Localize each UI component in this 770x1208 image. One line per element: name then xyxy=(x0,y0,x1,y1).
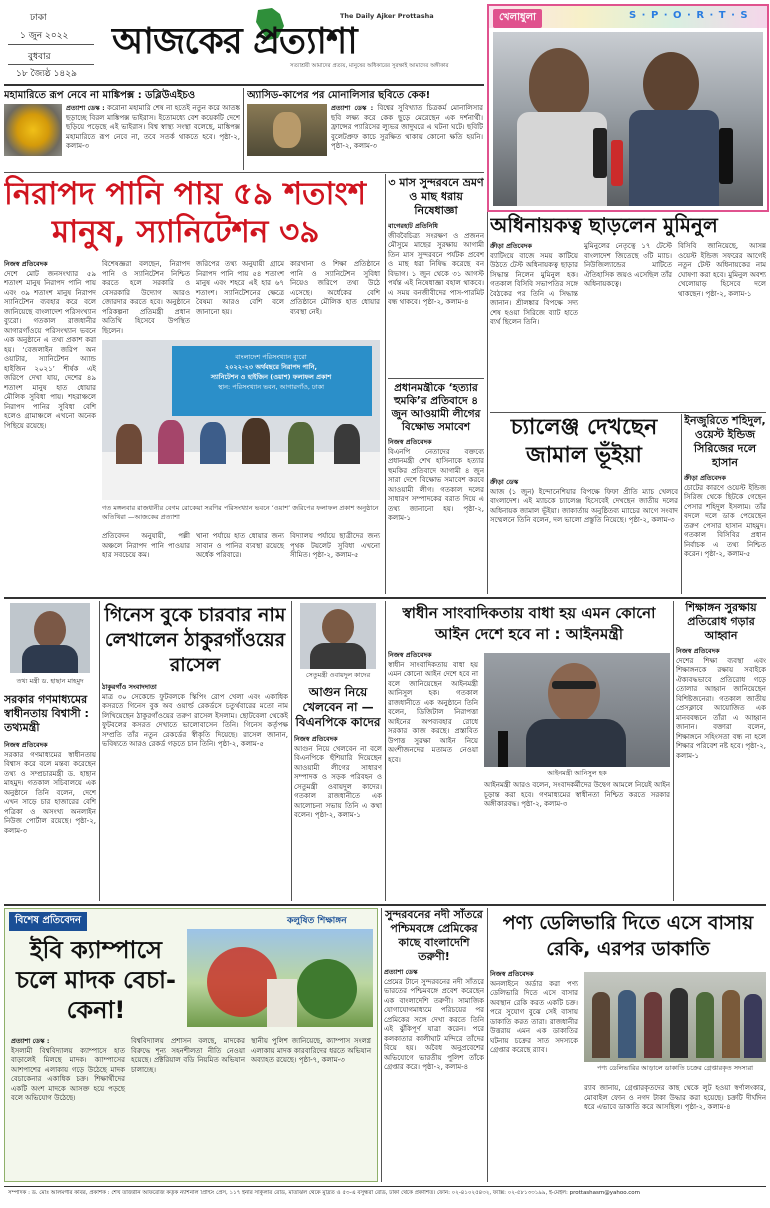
sports-promo-photo xyxy=(493,32,763,206)
lead-banner-line-4: স্থান: পরিসংখ্যান ভবন, আগারগাঁও, ঢাকা xyxy=(217,383,325,391)
quader-jump: পৃষ্ঠা-২, কলাম-১ xyxy=(314,811,361,819)
mominul-byline: ক্রীড়া প্রতিবেদক xyxy=(490,242,532,250)
dateline-city: ঢাকা xyxy=(30,13,47,23)
dateline-date: ১ জুন ২০২২ xyxy=(20,31,69,41)
lead-headline-2: মানুষ, স্যানিটেশন ৩৯ xyxy=(52,214,320,250)
education-story[interactable] xyxy=(676,601,766,901)
sports-promo-box[interactable] xyxy=(487,4,769,212)
dateline-weekday: বুধবার xyxy=(28,52,51,62)
teaser-monkeypox[interactable] xyxy=(4,88,240,170)
sports-promo-banner-letters: S · P · O · R · T · S xyxy=(629,10,749,21)
robbery-story[interactable] xyxy=(490,908,766,1182)
lead-bottom-col3: বিদ্যালয় পর্যায়ে ছাত্রীদের জন্য পৃথক টয়লেট সুবিধা এখনো সীমিত। xyxy=(290,532,380,559)
lead-banner-line-3: স্যানিটেশন ও হাইজিন (ওয়াশ) ফলাফল প্রকাশ xyxy=(210,373,332,381)
lead-photo-caption: গত মঙ্গলবার রাজধানীর বেগম রোকেয়া সরণির পরিসংখ্যান ভবনে ‘ওয়াশ’ জরিপের ফলাফল প্রকাশ অনুষ্ঠানে অতিথিরা —আজকের প্রত্যাশা xyxy=(102,504,379,521)
robbery-headline: পণ্য ডেলিভারি দিতে এসে বাসায় রেকি, এরপর ডাকাতি xyxy=(502,912,754,960)
law-headline: স্বাধীন সাংবাদিকতায় বাধা হয় এমন কোনো আইন দেশে হবে না : আইনমন্ত্রী xyxy=(402,604,656,643)
robbery-byline: নিজস্ব প্রতিবেদক xyxy=(490,970,534,978)
education-jump: পৃষ্ঠা-২, কলাম-১ xyxy=(676,742,766,760)
quader-byline: নিজস্ব প্রতিবেদক xyxy=(294,735,338,743)
girl-headline: সুন্দরবনের নদী সাঁতরে পশ্চিমবঙ্গে প্রেমিকের কাছে বাংলাদেশি তরুণী! xyxy=(385,908,483,963)
robbery-photo xyxy=(584,972,766,1062)
minister-headline: সরকার গণমাধ্যমের স্বাধীনতায় বিশ্বাসী : তথ্যমন্ত্রী xyxy=(4,693,89,734)
teaser-monalisa-headline: অ্যাসিড-কাপের পর মোনালিসার ছবিতে কেক! xyxy=(247,90,431,101)
law-story[interactable] xyxy=(388,601,670,901)
robbery-text-2: র‌্যাব জানায়, গ্রেপ্তারকৃতদের কাছ থেকে লুট হওয়া স্বর্ণালংকার, মোবাইল ফোন ও নগদ টাকা উদ্ধার করা হয়েছে। চক্রটি দীর্ঘদিন ধরে এভাবে ডাকাতি করে আসছিল। xyxy=(584,1084,766,1111)
robbery-photo-caption: পণ্য ডেলিভারির আড়ালে ডাকাতি চক্রের গ্রেপ্তারকৃত সদস্যরা xyxy=(596,1064,754,1072)
minister-text: সরকার গণমাধ্যমের স্বাধীনতায় বিশ্বাস করে বলে মন্তব্য করেছেন তথ্য ও সম্প্রচারমন্ত্রী ড. হাছান মাহমুদ। গতকাল সচিবালয়ে এক অনুষ্ঠানে তিনি বলেন, দেশে এখন সাড়ে চার হাজারের বেশি পত্রিকা ও অসংখ্য অনলাইন নিউজ পোর্টাল রয়েছে। xyxy=(4,750,96,825)
shahidul-jump: পৃষ্ঠা-২, কলাম-৫ xyxy=(704,550,751,558)
jamal-jump: পৃষ্ঠা-২, কলাম-৩ xyxy=(628,516,675,524)
lead-col3-text: জরিপের তথ্য অনুযায়ী গ্রামে নিরাপদ পানি পায় ৫৪ শতাংশ মানুষ এবং শহরে এই হার ৬৭ শতাংশ। স্যানিটেশনের ক্ষেত্রে বৈষম্য আরও বেশি বলে জানানো হয়। xyxy=(196,260,284,316)
awami-story[interactable] xyxy=(388,382,484,594)
lead-banner-line-2: ২০২২-২৩ অর্থবছরে নিরাপদ পানি, xyxy=(225,363,317,371)
lead-headline-1: নিরাপদ পানি পায় ৫৯ শতাংশ xyxy=(4,176,367,212)
lead-jump: পৃষ্ঠা-২, কলাম-৫ xyxy=(312,551,359,559)
special-report-jump: পৃষ্ঠা-৭, কলাম-৩ xyxy=(298,1056,345,1064)
guinness-headline: গিনেস বুকে চারবার নাম লেখালেন ঠাকুরগাঁওয়ের রাসেল xyxy=(104,604,286,676)
guinness-text: মাত্র ৩০ সেকেন্ডে ফুটবলকে স্কিপিং রোপ খেলা এবং একাধিক কসরতে গিনেস বুক অব ওয়ার্ল্ড রেকর্ডসে চতুর্থবারের মতো নাম লিখিয়েছেন ঠাকুরগাঁওয়ের তরুণ রাসেল ইসলাম। ছোটবেলা থেকেই ফুটবলের কসরত দেখাতে ভালোবাসেন তিনি। গিনেস কর্তৃপক্ষ সম্প্রতি তাঁর নতুন রেকর্ডের স্বীকৃতি দিয়েছে। রাসেল জানান, ভবিষ্যতে আরও রেকর্ড গড়তে চান তিনি। xyxy=(102,692,288,748)
teaser-monalisa-byline: প্রত্যাশা ডেস্ক : xyxy=(331,104,374,112)
sundarban-byline: বাগেরহাট প্রতিনিধি xyxy=(388,222,438,230)
lead-col4-text: কারখানা ও শিক্ষা প্রতিষ্ঠানে পানি ও স্যানিটেশন সুবিধা নিয়েও জরিপে তথ্য উঠে এসেছে। অর্ধেকের বেশি প্রতিষ্ঠানে মৌলিক হাত ধোয়ার ব্যবস্থা নেই। xyxy=(290,260,380,316)
teaser-monkeypox-headline: মহামারিতে রূপ নেবে না মাঙ্কিপক্স : ডব্লিউএইচও xyxy=(4,90,196,101)
imprint-footer: সম্পাদক : ড. মোঃ আলমগীর কবির, প্রকাশক : শেখ তাজরীন আফরোজ কর্তৃক ন্যাশনাল প্রিন্টিং প্রেস, ১১৭ ইনার সার্কুলার রোড, মতিঝিল থেকে মুদ্রিত ও ৫৩-এ বসুন্ধরা রোড, ঢাকা থেকে প্রকাশিত। ফোন: ০২-৪১০২৫৪৩২, ফ্যাক্স: ০২-৫৮১৩৩১৯৯, ই-মেইল: prottashasm@yahoo.com xyxy=(8,1190,640,1196)
minister-byline: নিজস্ব প্রতিবেদক xyxy=(4,741,48,749)
robbery-jump: পৃষ্ঠা-২, কলাম-৪ xyxy=(684,1103,731,1111)
lead-col1-text: দেশে মোট জনসংখ্যার ৫৯ শতাংশ মানুষ নিরাপদ পানি পায় এবং ৩৯ শতাংশ মানুষ নিরাপদ স্যানিটেশন ব্যবহার করে বলে জানিয়েছে বাংলাদেশ পরিসংখ্যান ব্যুরো। গতকাল রাজধানীর আগারগাঁওয়ে পরিসংখ্যান ভবনে এক অনুষ্ঠানে এ তথ্য প্রকাশ করা হয়। ‘বেজলাইন জরিপ অন ওয়াটার, স্যানিটেশন অ্যান্ড হাইজিন ২০২১’ শীর্ষক এই জরিপে দেখা যায়, দেশের ৪৯ শতাংশ মানুষ হাত ধোয়ার মৌলিক সুবিধা পায়। শহরাঞ্চলে নিরাপদ পানির সুবিধা বেশি হলেও গ্রামাঞ্চলে এখনো অনেক পিছিয়ে রয়েছে। xyxy=(4,269,96,430)
lead-story[interactable] xyxy=(4,174,382,594)
teaser-monkeypox-byline: প্রত্যাশা ডেস্ক : xyxy=(66,104,105,112)
guinness-jump: পৃষ্ঠা-২, কলাম-৫ xyxy=(217,740,264,748)
mominul-col2: মুমিনুলের নেতৃত্বে ১৭ টেস্টে বাংলাদেশ জিতেছে ৩টি ম্যাচ। নিউজিল্যান্ডের মাটিতে ঐতিহাসিক জয়ও এসেছিল তাঁর অধিনায়কত্বে। xyxy=(584,242,672,288)
girl-byline: প্রত্যাশা ডেস্ক xyxy=(384,968,418,976)
quader-photo-caption: সেতুমন্ত্রী ওবায়দুল কাদের xyxy=(305,671,371,679)
masthead-tagline: সত্যাশ্রয়ী আমাদের প্রত্যয়, মানুষের অধিকারের সুরক্ষাই আমাদের অঙ্গীকার xyxy=(290,63,449,69)
special-report-byline: প্রত্যাশা ডেস্ক : xyxy=(11,1037,50,1045)
girl-story[interactable] xyxy=(384,908,484,1182)
special-report-col1: ইসলামী বিশ্ববিদ্যালয় ক্যাম্পাসে হাত বাড়ালেই মিলছে মাদক। ক্যাম্পাসের আশপাশের এলাকায় গড়ে উঠেছে মাদক বেচাকেনার একাধিক চক্র। শিক্ষার্থীদের একটি অংশ মাদকে আসক্ত হয়ে পড়ছে বলে অভিযোগ উঠেছে। xyxy=(11,1046,125,1102)
special-report[interactable] xyxy=(4,908,378,1182)
law-text: স্বাধীন সাংবাদিকতায় বাধা হয় এমন কোনো আইন দেশে হবে না বলে জানিয়েছেন আইনমন্ত্রী আনিসুল হক। গতকাল রাজধানীতে এক অনুষ্ঠানে তিনি বলেন, ডিজিটাল নিরাপত্তা আইনের অপব্যবহার রোধে সরকার কাজ করছে। প্রস্তাবিত উপাত্ত সুরক্ষা আইন নিয়ে অংশীজনদের মতামত নেওয়া হবে। xyxy=(388,660,478,764)
girl-text: প্রেমের টানে সুন্দরবনের নদী সাঁতরে ভারতের পশ্চিমবঙ্গে প্রবেশ করেছেন এক বাংলাদেশি তরুণী। সামাজিক যোগাযোগমাধ্যমে পরিচয়ের পর প্রেমিকের সঙ্গে দেখা করতে তিনি এই ঝুঁকিপূর্ণ যাত্রা করেন। পরে কলকাতার কালীঘাট মন্দিরে তাঁদের বিয়ে হয়। অবৈধ অনুপ্রবেশের অভিযোগে ভারতীয় পুলিশ তাঁকে গ্রেপ্তার করে। xyxy=(384,977,484,1071)
special-report-headline: ইবি ক্যাম্পাসে চলে মাদক বেচা-কেনা! xyxy=(16,936,176,1024)
lead-event-photo xyxy=(102,340,380,500)
sundarban-text: জীববৈচিত্র্য সংরক্ষণ ও প্রজনন মৌসুমে মাছের সুরক্ষায় আগামী তিন মাস সুন্দরবনে পর্যটক প্রবেশ ও মাছ ধরা নিষিদ্ধ করেছে বন বিভাগ। ১ জুন থেকে ৩১ আগস্ট পর্যন্ত এই নিষেধাজ্ঞা বহাল থাকবে। এ সময় বনজীবীদের পাস-পারমিট বন্ধ থাকবে। xyxy=(388,231,484,306)
special-report-label: বিশেষ প্রতিবেদন xyxy=(9,912,87,931)
quader-photo xyxy=(300,603,376,669)
guinness-byline: ঠাকুরগাঁও সংবাদদাতা xyxy=(102,683,157,691)
education-headline: শিক্ষাঙ্গন সুরক্ষায় প্রতিরোধ গড়ার আহ্বান xyxy=(685,601,757,642)
jamal-headline: চ্যালেঞ্জ দেখছেন জামাল ভূঁইয়া xyxy=(510,415,658,468)
awami-byline: নিজস্ব প্রতিবেদক xyxy=(388,438,432,446)
shahidul-story[interactable] xyxy=(684,414,766,594)
jamal-text: আজ (১ জুন) ইন্দোনেশিয়ার বিপক্ষে ফিফা প্রীতি ম্যাচ খেলবে বাংলাদেশ। এই ম্যাচকে চ্যালেঞ্জ হিসেবেই দেখছেন জাতীয় দলের অধিনায়ক জামাল ভূঁইয়া। জাকার্তায় অনুষ্ঠিতব্য ম্যাচের আগে সংবাদ সম্মেলনে তিনি বলেন, দল ভালো প্রস্তুতি নিয়েছে। xyxy=(490,487,678,524)
lead-bottom-col1: প্রতিবেদন অনুযায়ী, পল্লী অঞ্চলে নিরাপদ পানি পাওয়ার হার সবচেয়ে কম। xyxy=(102,532,190,559)
law-photo xyxy=(484,653,670,767)
lead-banner-line-1: বাংলাদেশ পরিসংখ্যান ব্যুরো xyxy=(235,353,307,361)
shahidul-byline: ক্রীড়া প্রতিবেদক xyxy=(684,474,726,482)
shahidul-text: চোটের কারণে ওয়েস্ট ইন্ডিজ সিরিজ থেকে ছিটকে গেছেন পেসার শহিদুল ইসলাম। তাঁর বদলে দলে ডাক পেয়েছেন তরুণ পেসার হাসান মাহমুদ। গতকাল বিসিবির প্রধান নির্বাচক এ তথ্য নিশ্চিত করেন। xyxy=(684,483,766,558)
law-text-2: আইনমন্ত্রী আরও বলেন, সংবাদকর্মীদের উদ্বেগ আমলে নিয়েই আইন চূড়ান্ত করা হবে। গণমাধ্যমের স্বাধীনতা নিশ্চিত করতে সরকার অঙ্গীকারবদ্ধ। xyxy=(484,781,670,808)
sundarban-jump: পৃষ্ঠা-২, কলাম-৪ xyxy=(422,298,469,306)
robbery-text: অনলাইনে অর্ডার করা পণ্য ডেলিভারি দিতে এসে বাসার অবস্থান রেকি করত একটি চক্র। পরে সুযোগ বুঝে সেই বাসায় ডাকাতি করত তারা। রাজধানীর উত্তরায় এমন এক ডাকাতির ঘটনায় চক্রের সাত সদস্যকে গ্রেপ্তার করেছে র‌্যাব। xyxy=(490,979,578,1054)
sundarban-story[interactable] xyxy=(388,176,484,376)
masthead xyxy=(0,0,484,82)
dateline-bangla-date: ১৮ জ্যৈষ্ঠ ১৪২৯ xyxy=(16,69,77,79)
law-byline: নিজস্ব প্রতিবেদক xyxy=(388,651,432,659)
teaser-monalisa-text: বিশ্বের সুবিখ্যাত চিত্রকর্ম মোনালিসার ছবি লক্ষ্য করে কেক ছুড়ে মেরেছেন এক দর্শনার্থী। ফ্রান্সের প্যারিসের ল্যুভর জাদুঘরে এ ঘটনা ঘটে। ছবিটি বুলেটপ্রুফ কাচে সুরক্ষিত থাকায় কোনো ক্ষতি হয়নি। xyxy=(331,104,483,141)
awami-jump: পৃষ্ঠা-২, কলাম-১ xyxy=(388,504,484,522)
jamal-byline: ক্রীড়া ডেস্ক xyxy=(490,478,519,486)
lead-col2-text: বিশেষজ্ঞরা বলছেন, নিরাপদ পানি ও স্যানিটেশন নিশ্চিত করতে হলে সরকারি ও বেসরকারি উদ্যোগ আরও জোরদার করতে হবে। অনুষ্ঠানে পরিকল্পনা প্রতিমন্ত্রী প্রধান অতিথি হিসেবে উপস্থিত ছিলেন। xyxy=(102,260,190,335)
teaser-monalisa-jump: পৃষ্ঠা-২, কলাম-৩ xyxy=(331,142,377,150)
special-report-col3: স্থানীয় পুলিশ জানিয়েছে, ক্যাম্পাস সংলগ্ন এলাকায় মাদক কারবারিদের ধরতে অভিযান অব্যাহত রয়েছে। xyxy=(251,1037,371,1064)
teaser-monalisa-photo xyxy=(247,104,327,156)
lead-bottom-col2: খানা পর্যায়ে হাত ধোয়ার জন্য সাবান ও পানির ব্যবস্থা রয়েছে অর্ধেক পরিবারে। xyxy=(196,532,284,559)
education-byline: নিজস্ব প্রতিবেদক xyxy=(676,647,720,655)
sundarban-headline: ৩ মাস সুন্দরবনে ভ্রমণ ও মাছ ধরায় নিষেধাজ্ঞা xyxy=(388,176,484,217)
sports-promo-label: খেলাধুলা xyxy=(493,9,542,28)
awami-text: বিএনপি নেতাদের বক্তব্যে প্রধানমন্ত্রী শেখ হাসিনাকে হত্যার হুমকির প্রতিবাদে আগামী ৪ জুন সারা দেশে বিক্ষোভ সমাবেশ করবে আওয়ামী লীগ। গতকাল দলের সাধারণ সম্পাদকের বরাত দিয়ে এ তথ্য জানানো হয়। xyxy=(388,447,484,513)
quader-headline: আগুন নিয়ে খেলবেন না —বিএনপিকে কাদের xyxy=(295,685,381,729)
minister-jump: পৃষ্ঠা-২, কলাম-৩ xyxy=(4,817,96,835)
jamal-story[interactable] xyxy=(490,414,678,594)
girl-jump: পৃষ্ঠা-২, কলাম-৪ xyxy=(422,1063,469,1071)
education-text: দেশের শিক্ষা ব্যবস্থা এবং শিক্ষাঙ্গনকে রক্ষায় সবাইকে ঐক্যবদ্ধভাবে প্রতিরোধ গড়ে তোলার আহ্বান জানিয়েছেন বিশিষ্টজনেরা। গতকাল জাতীয় প্রেসক্লাবে আয়োজিত এক মানববন্ধনে তাঁরা এ আহ্বান জানান। বক্তারা বলেন, শিক্ষাঙ্গনে সহিংসতা বন্ধ না হলে শিক্ষার পরিবেশ নষ্ট হবে। xyxy=(676,656,766,750)
teaser-monkeypox-jump: পৃষ্ঠা-২, কলাম-৩ xyxy=(66,132,240,150)
minister-photo xyxy=(10,603,90,673)
special-report-tag: কলুষিত শিক্ষাঙ্গন xyxy=(287,916,347,926)
teaser-monalisa[interactable] xyxy=(247,88,483,170)
teaser-monkeypox-text: করোনা মহামারি শেষ না হতেই নতুন করে আতঙ্ক ছড়াচ্ছে বিরল মাঙ্কিপক্স ভাইরাস। ইতোমধ্যে বেশ কয়েকটি দেশে ছড়িয়ে পড়েছে এই ভাইরাস। বিশ্ব স্বাস্থ্য সংস্থা বলেছে, মাঙ্কিপক্স মহামারিতে রূপ নেবে না, তবে সতর্ক থাকতে হবে। xyxy=(66,104,240,141)
special-report-photo xyxy=(187,929,373,1027)
minister-story[interactable] xyxy=(4,601,96,901)
masthead-title-en: The Daily Ajker Prottasha xyxy=(340,12,434,20)
masthead-title: আজকের প্রত্যাশা xyxy=(112,21,357,62)
awami-headline: প্রধানমন্ত্রীকে ‘হত্যার হুমকি’র প্রতিবাদে ৪ জুন আওয়ামী লীগের বিক্ষোভ সমাবেশ xyxy=(391,382,481,433)
law-jump: পৃষ্ঠা-২, কলাম-৩ xyxy=(521,800,568,808)
mominul-col1: ব্যাটিংয়ে বাজে সময় কাটিয়ে উঠতে টেস্ট অধিনায়কত্ব ছাড়ার সিদ্ধান্ত নিলেন মুমিনুল হক। গতকাল বিসিবি সভাপতির সঙ্গে বৈঠকের পর তিনি এ সিদ্ধান্ত জানান। শ্রীলঙ্কার বিপক্ষে সদ্য শেষ হওয়া সিরিজে ব্যাট হাতে ব্যর্থ ছিলেন তিনি। xyxy=(490,251,578,326)
law-photo-caption: আইনমন্ত্রী আনিসুল হক xyxy=(547,769,607,777)
teaser-monkeypox-photo xyxy=(4,104,62,156)
mominul-col3: বিসিবি জানিয়েছে, আসন্ন ওয়েস্ট ইন্ডিজ সফরের আগেই নতুন টেস্ট অধিনায়কের নাম ঘোষণা করা হবে। মুমিনুল অবশ্য খেলোয়াড় হিসেবে দলে থাকছেন। xyxy=(678,242,766,298)
mominul-headline: অধিনায়কত্ব ছাড়লেন মুমিনুল xyxy=(490,213,718,237)
shahidul-headline: ইনজুরিতে শহিদুল, ওয়েস্ট ইন্ডিজ সিরিজের দলে হাসান xyxy=(684,414,766,469)
lead-byline: নিজস্ব প্রতিবেদক xyxy=(4,260,48,268)
guinness-story[interactable] xyxy=(102,601,288,901)
quader-story[interactable] xyxy=(294,601,382,901)
mominul-story[interactable] xyxy=(490,212,766,412)
sports-promo-banner xyxy=(489,6,767,28)
quader-text: আগুন নিয়ে খেলবেন না বলে বিএনপিকে হুঁশিয়ারি দিয়েছেন আওয়ামী লীগের সাধারণ সম্পাদক ও সড়ক পরিবহন ও সেতুমন্ত্রী ওবায়দুল কাদের। গতকাল রাজধানীতে এক আলোচনা সভায় তিনি এ কথা বলেন। xyxy=(294,744,382,819)
special-report-col2: বিশ্ববিদ্যালয় প্রশাসন বলছে, মাদকের বিরুদ্ধে শূন্য সহনশীলতা নীতি নেওয়া হয়েছে। প্রক্টরিয়াল বডি নিয়মিত অভিযান চালাচ্ছে। xyxy=(131,1037,245,1074)
minister-photo-caption: তথ্য মন্ত্রী ড. হাছান মাহমুদ xyxy=(16,677,84,685)
mominul-jump: পৃষ্ঠা-২, কলাম-১ xyxy=(705,289,752,298)
